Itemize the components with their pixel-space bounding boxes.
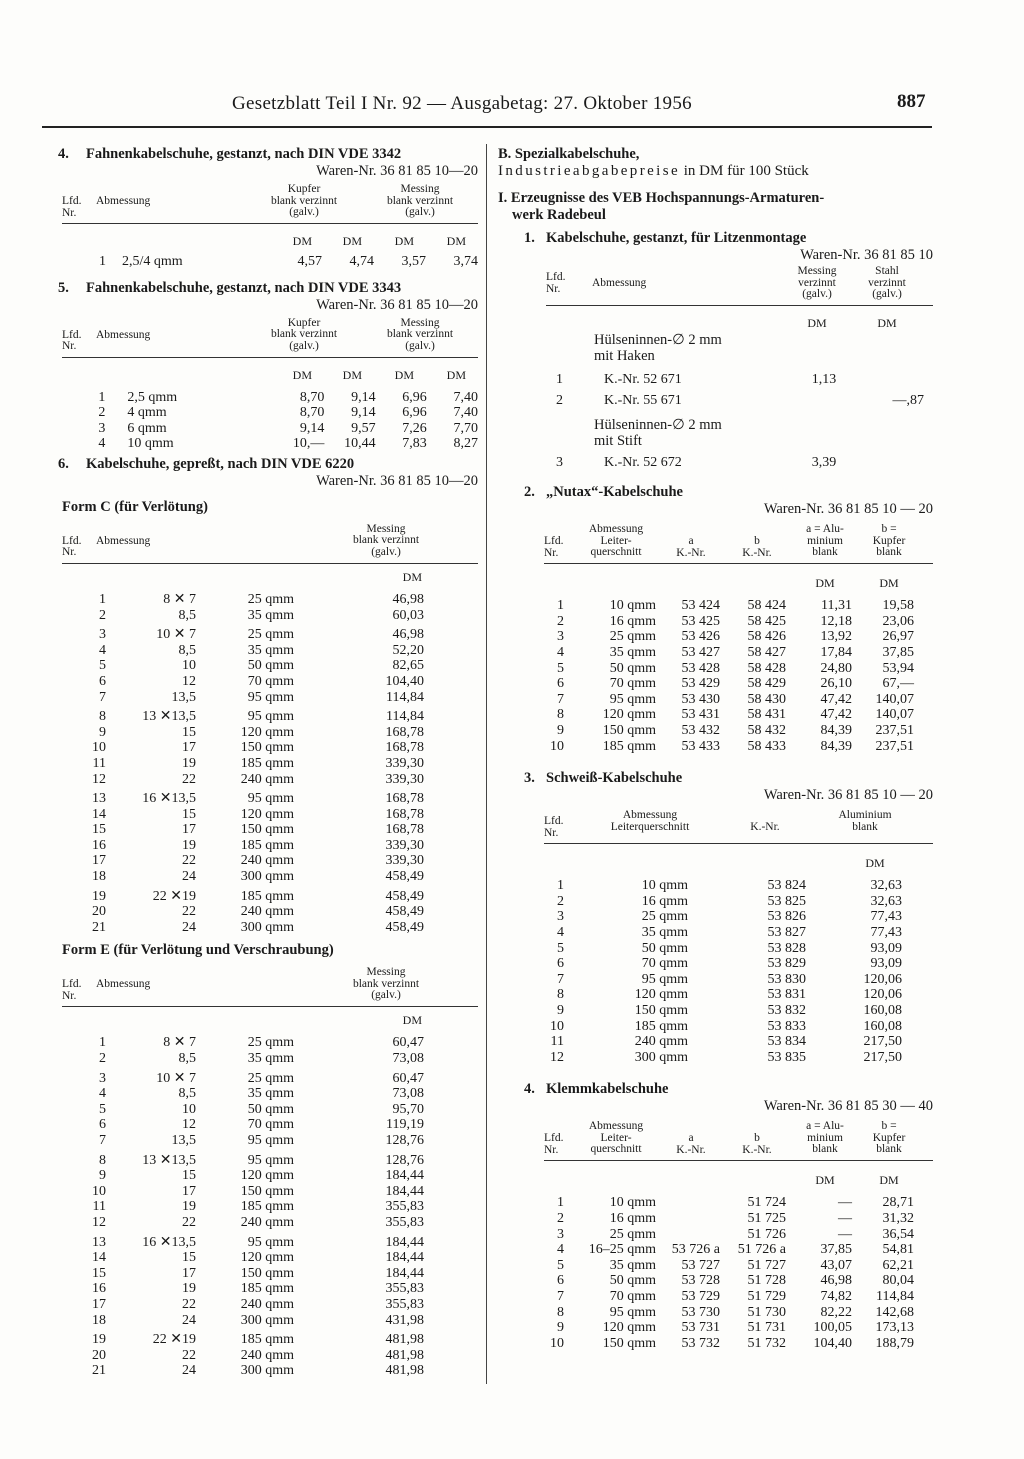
section-i-title: I. Erzeugnisse des VEB Hochspannungs-Armaturen- xyxy=(498,190,825,206)
table-row: 6 50 qmm 53 728 51 728 46,98 80,04 xyxy=(557,1273,914,1289)
left-column xyxy=(58,146,478,1379)
table-header: Lfd. Nr. Abmessung Leiter- querschnitt a K.-Nr. b K.-Nr. a = Alu- minium blank b = Kupfer blank xyxy=(544,524,933,564)
note-stift-2: mit Stift xyxy=(594,432,642,449)
section-title: 1. Kabelschuhe, gestanzt, für Litzenmontage xyxy=(524,230,807,246)
table-body xyxy=(546,332,933,471)
table-row: 2 8,5 35 qmm 73,08 xyxy=(99,1051,424,1067)
table-row: 1 10 qmm 53 424 58 424 11,31 19,58 xyxy=(557,598,914,614)
table-row: 20 22 240 qmm 481,98 xyxy=(92,1347,424,1363)
table-row: 2 8,5 35 qmm 60,03 xyxy=(99,607,424,623)
table-row: 20 22 240 qmm 458,49 xyxy=(92,904,424,920)
section-title: 5. Fahnenkabelschuhe, gestanzt, nach DIN VDE 3343 xyxy=(58,279,402,296)
section-4 xyxy=(58,146,478,270)
table-body xyxy=(544,598,933,754)
table-row: 10 185 qmm 53 433 58 433 84,39 237,51 xyxy=(550,738,914,754)
waren-nr: Waren-Nr. 36 81 85 30 — 40 xyxy=(763,1098,933,1115)
section-b-title: B. Spezialkabelschuhe, xyxy=(498,146,640,162)
table-header: Lfd. Nr. Abmessung Messing blank verzinnt (galv.) xyxy=(62,967,478,1007)
subsection-2 xyxy=(498,484,933,754)
table-row: 3 25 qmm 51 726 — 36,54 xyxy=(557,1226,914,1242)
note-haken: Hülseninnen-∅ 2 mm xyxy=(594,331,722,348)
right-column xyxy=(498,146,933,1351)
table-body xyxy=(544,878,933,1065)
unit-row: DM DM xyxy=(807,315,897,330)
table-row: 11 19 185 qmm 339,30 xyxy=(92,755,424,771)
table-row: 7 13,5 95 qmm 114,84 xyxy=(99,689,424,705)
section-b-subtitle: Industrieabgabepreise in DM für 100 Stück xyxy=(498,163,809,179)
section-title: 6. Kabelschuhe, gepreßt, nach DIN VDE 6220 xyxy=(58,455,355,472)
table-row: 10 150 qmm 53 732 51 732 104,40 188,79 xyxy=(550,1335,914,1351)
note-haken-2: mit Haken xyxy=(594,347,655,364)
table-row: 9 15 120 qmm 168,78 xyxy=(99,724,424,740)
subsection-4 xyxy=(498,1081,933,1351)
unit-row: DM xyxy=(402,1013,422,1028)
table-row: 4 8,5 35 qmm 52,20 xyxy=(99,642,424,658)
table-row: 19 22 ✕19 185 qmm 458,49 xyxy=(92,888,424,904)
table-row: 15 17 150 qmm 168,78 xyxy=(92,822,424,838)
table-body xyxy=(62,592,478,935)
waren-nr: Waren-Nr. 36 81 85 10—20 xyxy=(316,472,478,489)
table-row: 4 16–25 qmm 53 726 a 51 726 a 37,85 54,81 xyxy=(557,1242,914,1258)
unit-row: DM DM DM DM xyxy=(292,367,466,382)
table-header: Lfd. Nr. Abmessung Messing blank verzinnt (galv.) xyxy=(62,524,478,564)
table-row: 5 50 qmm 53 828 93,09 xyxy=(557,940,902,956)
section-title: 2. „Nutax“-Kabelschuhe xyxy=(524,484,683,501)
form-c-title: Form C (für Verlötung) xyxy=(62,498,208,515)
table-row: 6 70 qmm 53 829 93,09 xyxy=(557,956,902,972)
table-row: 16 19 185 qmm 339,30 xyxy=(92,837,424,853)
page-number: 887 xyxy=(897,91,926,112)
section-title: 3. Schweiß-Kabelschuhe xyxy=(524,770,683,787)
table-row: 10 185 qmm 53 833 160,08 xyxy=(550,1018,902,1034)
table-row: 11 19 185 qmm 355,83 xyxy=(92,1199,424,1215)
section-title: 4. Fahnenkabelschuhe, gestanzt, nach DIN VDE 3342 xyxy=(58,146,402,162)
table-row: 6 12 70 qmm 104,40 xyxy=(99,673,424,689)
table-row: 4 35 qmm 53 427 58 427 17,84 37,85 xyxy=(557,645,914,661)
table-row: 1 8 ✕ 7 25 qmm 60,47 xyxy=(99,1035,424,1051)
table-row: 15 17 150 qmm 184,44 xyxy=(92,1265,424,1281)
waren-nr: Waren-Nr. 36 81 85 10—20 xyxy=(316,296,478,313)
table-row: 8 13 ✕13,5 95 qmm 128,76 xyxy=(99,1152,424,1168)
table-row: 1 K.-Nr. 52 671 1,13 xyxy=(556,371,837,387)
table-body xyxy=(62,390,478,452)
running-head: Gesetzblatt Teil I Nr. 92 — Ausgabetag: 27. Oktober 1956 xyxy=(232,93,692,114)
table-row: 5 50 qmm 53 428 58 428 24,80 53,94 xyxy=(557,660,914,676)
table-row: 6 70 qmm 53 429 58 429 26,10 67,— xyxy=(557,676,914,692)
table-row: 18 24 300 qmm 458,49 xyxy=(92,869,424,885)
table-row: 7 70 qmm 53 729 51 729 74,82 114,84 xyxy=(557,1288,914,1304)
waren-nr: Waren-Nr. 36 81 85 10 — 20 xyxy=(763,501,933,518)
table-header: Lfd. Nr. Abmessung Leiter- querschnitt a K.-Nr. b K.-Nr. a = Alu- minium blank b = Kupfer blank xyxy=(544,1121,933,1161)
table-row: 10 17 150 qmm 184,44 xyxy=(92,1183,424,1199)
table-row: 3 10 ✕ 7 25 qmm 46,98 xyxy=(99,627,424,643)
table-row: 2 4 qmm 8,70 9,14 6,96 7,40 xyxy=(98,405,478,421)
column-divider xyxy=(486,144,487,1384)
table-row: 3 6 qmm 9,14 9,57 7,26 7,70 xyxy=(98,420,478,436)
table-row: 9 15 120 qmm 184,44 xyxy=(99,1168,424,1184)
table-row: 9 150 qmm 53 832 160,08 xyxy=(557,1002,902,1018)
table-header: Lfd. Nr. Abmessung Leiterquerschnitt K.-Nr. Aluminium blank xyxy=(544,810,933,844)
table-row: 14 15 120 qmm 184,44 xyxy=(92,1250,424,1266)
table-row: 8 120 qmm 53 831 120,06 xyxy=(557,987,902,1003)
table-row: 21 24 300 qmm 458,49 xyxy=(92,919,424,935)
section-i-title-2: werk Radebeul xyxy=(512,207,606,223)
table-row: 1 2,5 qmm 8,70 9,14 6,96 7,40 xyxy=(98,389,478,405)
table-row: 2 16 qmm 53 825 32,63 xyxy=(557,893,902,909)
table-row: 10 17 150 qmm 168,78 xyxy=(92,740,424,756)
table-row: 3 K.-Nr. 52 672 3,39 xyxy=(556,454,837,470)
table-row: 2 16 qmm 53 425 58 425 12,18 23,06 xyxy=(557,613,914,629)
table-header: Lfd. Nr. Abmessung Kupfer blank verzinnt (galv.) Messing blank verzinnt (galv.) xyxy=(62,184,478,224)
unit-row: DM xyxy=(865,856,885,871)
table-body xyxy=(544,1195,933,1351)
table-row: 3 25 qmm 53 826 77,43 xyxy=(557,909,902,925)
table-row: 2 16 qmm 51 725 — 31,32 xyxy=(557,1210,914,1226)
table-row: 5 10 50 qmm 95,70 xyxy=(99,1101,424,1117)
table-row: 4 35 qmm 53 827 77,43 xyxy=(557,925,902,940)
note-stift: Hülseninnen-∅ 2 mm xyxy=(594,416,722,433)
table-row: 12 300 qmm 53 835 217,50 xyxy=(550,1049,902,1065)
table-row: 1 8 ✕ 7 25 qmm 46,98 xyxy=(99,591,424,607)
table-row: 8 95 qmm 53 730 51 730 82,22 142,68 xyxy=(557,1304,914,1320)
subsection-3 xyxy=(498,770,933,1065)
unit-row: DM DM xyxy=(815,1173,899,1188)
table-row: 1 10 qmm 53 824 32,63 xyxy=(557,878,902,894)
table-row: 13 16 ✕13,5 95 qmm 168,78 xyxy=(92,791,424,807)
table-row: 21 24 300 qmm 481,98 xyxy=(92,1363,424,1379)
table-row: 4 8,5 35 qmm 73,08 xyxy=(99,1086,424,1102)
table-row: 5 35 qmm 53 727 51 727 43,07 62,21 xyxy=(557,1257,914,1273)
waren-nr: Waren-Nr. 36 81 85 10 — 20 xyxy=(763,787,933,804)
table-row: 16 19 185 qmm 355,83 xyxy=(92,1281,424,1297)
table-row: 1 10 qmm 51 724 — 28,71 xyxy=(557,1195,914,1211)
table-row: 6 12 70 qmm 119,19 xyxy=(99,1117,424,1133)
unit-row: DM DM DM DM xyxy=(292,234,466,248)
table-row: 4 10 qmm 10,— 10,44 7,83 8,27 xyxy=(98,436,478,452)
table-header: Lfd. Nr. Abmessung Messing verzinnt (galv.) Stahl verzinnt (galv.) xyxy=(546,266,933,306)
table-row: 7 95 qmm 53 830 120,06 xyxy=(557,971,902,987)
table-row: 9 150 qmm 53 432 58 432 84,39 237,51 xyxy=(557,723,914,739)
waren-nr: Waren-Nr. 36 81 85 10—20 xyxy=(316,163,478,179)
table-row: 12 22 240 qmm 339,30 xyxy=(92,771,424,787)
table-row: 5 10 50 qmm 82,65 xyxy=(99,658,424,674)
table-row: 3 10 ✕ 7 25 qmm 60,47 xyxy=(99,1070,424,1086)
table-row: 1 2,5/4 qmm 4,57 4,74 3,57 3,74 xyxy=(99,254,478,269)
table-row: 2 K.-Nr. 55 671 —,87 xyxy=(556,393,924,409)
table-body xyxy=(62,1035,478,1378)
table-row: 17 22 240 qmm 339,30 xyxy=(92,853,424,869)
table-row: 12 22 240 qmm 355,83 xyxy=(92,1214,424,1230)
section-6 xyxy=(58,455,478,1379)
table-row: 11 240 qmm 53 834 217,50 xyxy=(550,1034,902,1050)
unit-row: DM xyxy=(402,569,422,584)
table-row: 9 120 qmm 53 731 51 731 100,05 173,13 xyxy=(557,1320,914,1336)
table-row: 7 13,5 95 qmm 128,76 xyxy=(99,1133,424,1148)
unit-row: DM DM xyxy=(815,576,899,591)
table-row: 18 24 300 qmm 431,98 xyxy=(92,1312,424,1328)
table-row: 3 25 qmm 53 426 58 426 13,92 26,97 xyxy=(557,629,914,645)
table-row: 17 22 240 qmm 355,83 xyxy=(92,1296,424,1312)
subsection-1 xyxy=(498,230,933,470)
table-row: 8 13 ✕13,5 95 qmm 114,84 xyxy=(99,709,424,725)
waren-nr: Waren-Nr. 36 81 85 10 xyxy=(800,247,933,263)
table-row: 8 120 qmm 53 431 58 431 47,42 140,07 xyxy=(557,707,914,723)
header-rule xyxy=(42,126,932,128)
table-row: 7 95 qmm 53 430 58 430 47,42 140,07 xyxy=(557,691,914,707)
table-header: Lfd. Nr. Abmessung Kupfer blank verzinnt (galv.) Messing blank verzinnt (galv.) xyxy=(62,318,478,358)
section-5 xyxy=(58,279,478,452)
section-title: 4. Klemmkabelschuhe xyxy=(524,1081,669,1098)
table-row: 19 22 ✕19 185 qmm 481,98 xyxy=(92,1332,424,1348)
table-row: 13 16 ✕13,5 95 qmm 184,44 xyxy=(92,1234,424,1250)
table-row: 14 15 120 qmm 168,78 xyxy=(92,806,424,822)
form-e-title: Form E (für Verlötung und Verschraubung) xyxy=(62,942,334,959)
